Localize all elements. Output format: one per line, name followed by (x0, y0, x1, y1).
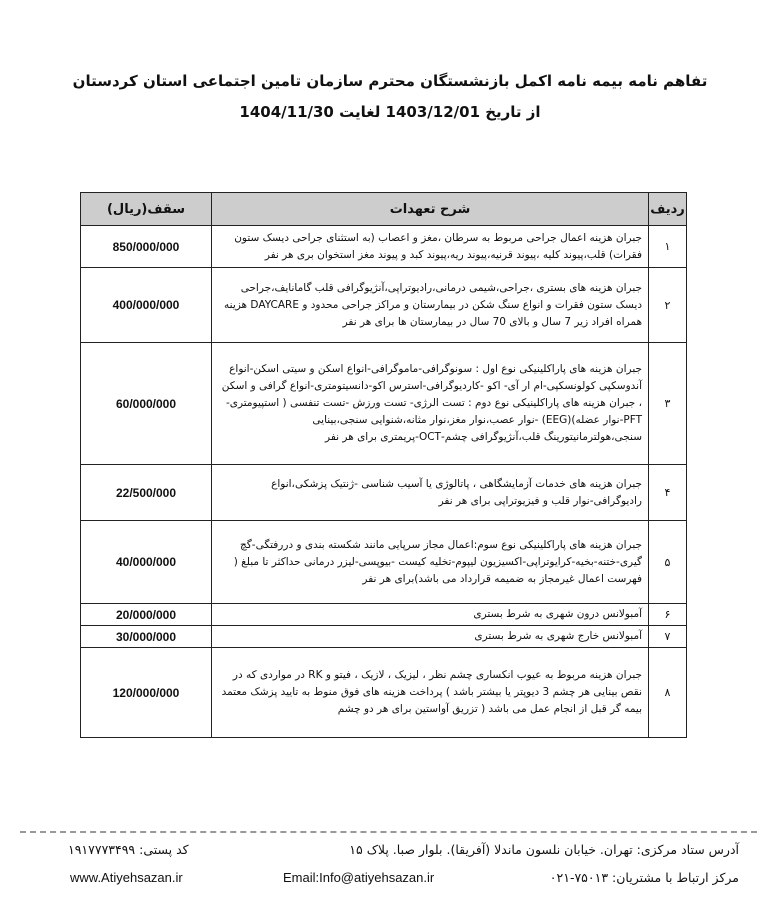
row-description: جبران هزینه های پاراکلینیکی نوع سوم:اعمال مجاز سرپایی مانند شکسته بندی و دررفتگی-گچ گیری-ختنه-بخیه-کرایوتراپی-اکسیزیون لیپوم-تخلیه کیست -بیوپسی-لیزر درمانی حداکثر تا مبلغ ( فهرست اعمال غیرمجاز به ضمیمه قرارداد می باشد)برای هر نفر (212, 521, 649, 604)
row-number: ۷ (649, 626, 687, 648)
row-number: ۳ (649, 343, 687, 465)
footer-website[interactable]: www.Atiyehsazan.ir (70, 870, 183, 885)
row-ceiling: 20/000/000 (81, 604, 212, 626)
table-header-row (81, 193, 687, 226)
document-title: تفاهم نامه بیمه نامه اکمل بازنشستگان محترم سازمان تامین اجتماعی استان کردستان (72, 72, 708, 90)
row-ceiling: 400/000/000 (81, 268, 212, 343)
table-row (81, 521, 687, 604)
table-row (81, 604, 687, 626)
table-row (81, 268, 687, 343)
row-description: جبران هزینه های بستری ،جراحی،شیمی درمانی،رادیوتراپی،آنژیوگرافی قلب گامانایف،جراحی دیسک ستون فقرات و انواع سنگ شکن در بیمارستان و مراکز جراحی محدود و DAYCARE هزینه همراه افراد زیر 7 سال و بالای 70 سال در بیمارستان ها برای هر نفر (212, 268, 649, 343)
footer-divider (20, 831, 757, 833)
header-ceiling: سقف(ریال) (81, 193, 212, 226)
row-number: ۱ (649, 226, 687, 268)
row-number: ۵ (649, 521, 687, 604)
footer-postal-code: کد پستی: ۱۹۱۷۷۷۳۴۹۹ (68, 842, 189, 857)
row-number: ۲ (649, 268, 687, 343)
row-ceiling: 40/000/000 (81, 521, 212, 604)
row-description: جبران هزینه مربوط به عیوب انکساری چشم نظر ، لیزیک ، لازیک ، فیتو و RK در مواردی که در نقص بینایی هر چشم 3 دیوپتر یا بیشتر باشد ) پرداخت هزینه های فوق منوط به تایید پزشک معتمد بیمه گر قبل از انجام عمل می باشد ( تزریق آواستین برای هر دو چشم (212, 648, 649, 738)
row-number: ۴ (649, 465, 687, 521)
commitments-table (80, 192, 687, 738)
row-description: جبران هزینه های پاراکلینیکی نوع اول : سونوگرافی-ماموگرافی-انواع اسکن و سیتی اسکن-انواع آندوسکپی کولونسکپی-ام ار آی- اکو -کاردیوگرافی-استرس اکو-دانسیتومتری-انواع گرافی و اسکن ، جبران هزینه های پاراکلینیکی نوع دوم : تست الرژی- تست ورزش -تست تنفسی ( استپیومتری-PFT-نوار عضله)(EEG) -نوار عصب،نوار مغز،نوار مثانه،شنوایی سنجی،بینایی سنجی،هولترمانیتورینگ قلب،آنژیوگرافی چشم-OCT-پریمتری برای هر نفر (212, 343, 649, 465)
row-description: جبران هزینه اعمال جراحی مربوط به سرطان ،مغز و اعصاب (به استثنای جراحی دیسک ستون فقرات) قلب،پیوند کلیه ،پیوند قرنیه،پیوند ریه،پیوند کبد و پیوند مغز استخوان بری هر نفر (212, 226, 649, 268)
row-description: جبران هزینه های خدمات آزمایشگاهی ، پاتالوژی یا آسیب شناسی -ژنتیک پزشکی،انواع رادیوگرافی-نوار قلب و فیزیوتراپی برای هر نفر (212, 465, 649, 521)
table-row (81, 648, 687, 738)
row-number: ۸ (649, 648, 687, 738)
header-row-number: ردیف (649, 193, 687, 226)
row-ceiling: 850/000/000 (81, 226, 212, 268)
footer-phone: مرکز ارتباط با مشتریان: ۷۵۰۱۳-۰۲۱ (549, 870, 739, 885)
row-description: آمبولانس درون شهری به شرط بستری (212, 604, 649, 626)
footer-email[interactable]: Email:Info@atiyehsazan.ir (283, 870, 435, 885)
table-row (81, 465, 687, 521)
table-row (81, 343, 687, 465)
table-row (81, 226, 687, 268)
footer-address: آدرس ستاد مرکزی: تهران. خیابان نلسون ماندلا (آفریقا). بلوار صبا. پلاک ۱۵ (349, 842, 739, 857)
row-ceiling: 22/500/000 (81, 465, 212, 521)
document-date-range: از تاریخ 1403/12/01 لغایت 1404/11/30 (239, 103, 541, 121)
row-ceiling: 120/000/000 (81, 648, 212, 738)
row-number: ۶ (649, 604, 687, 626)
row-ceiling: 30/000/000 (81, 626, 212, 648)
row-ceiling: 60/000/000 (81, 343, 212, 465)
header-description: شرح تعهدات (212, 193, 649, 226)
row-description: آمبولانس خارج شهری به شرط بستری (212, 626, 649, 648)
table-row (81, 626, 687, 648)
